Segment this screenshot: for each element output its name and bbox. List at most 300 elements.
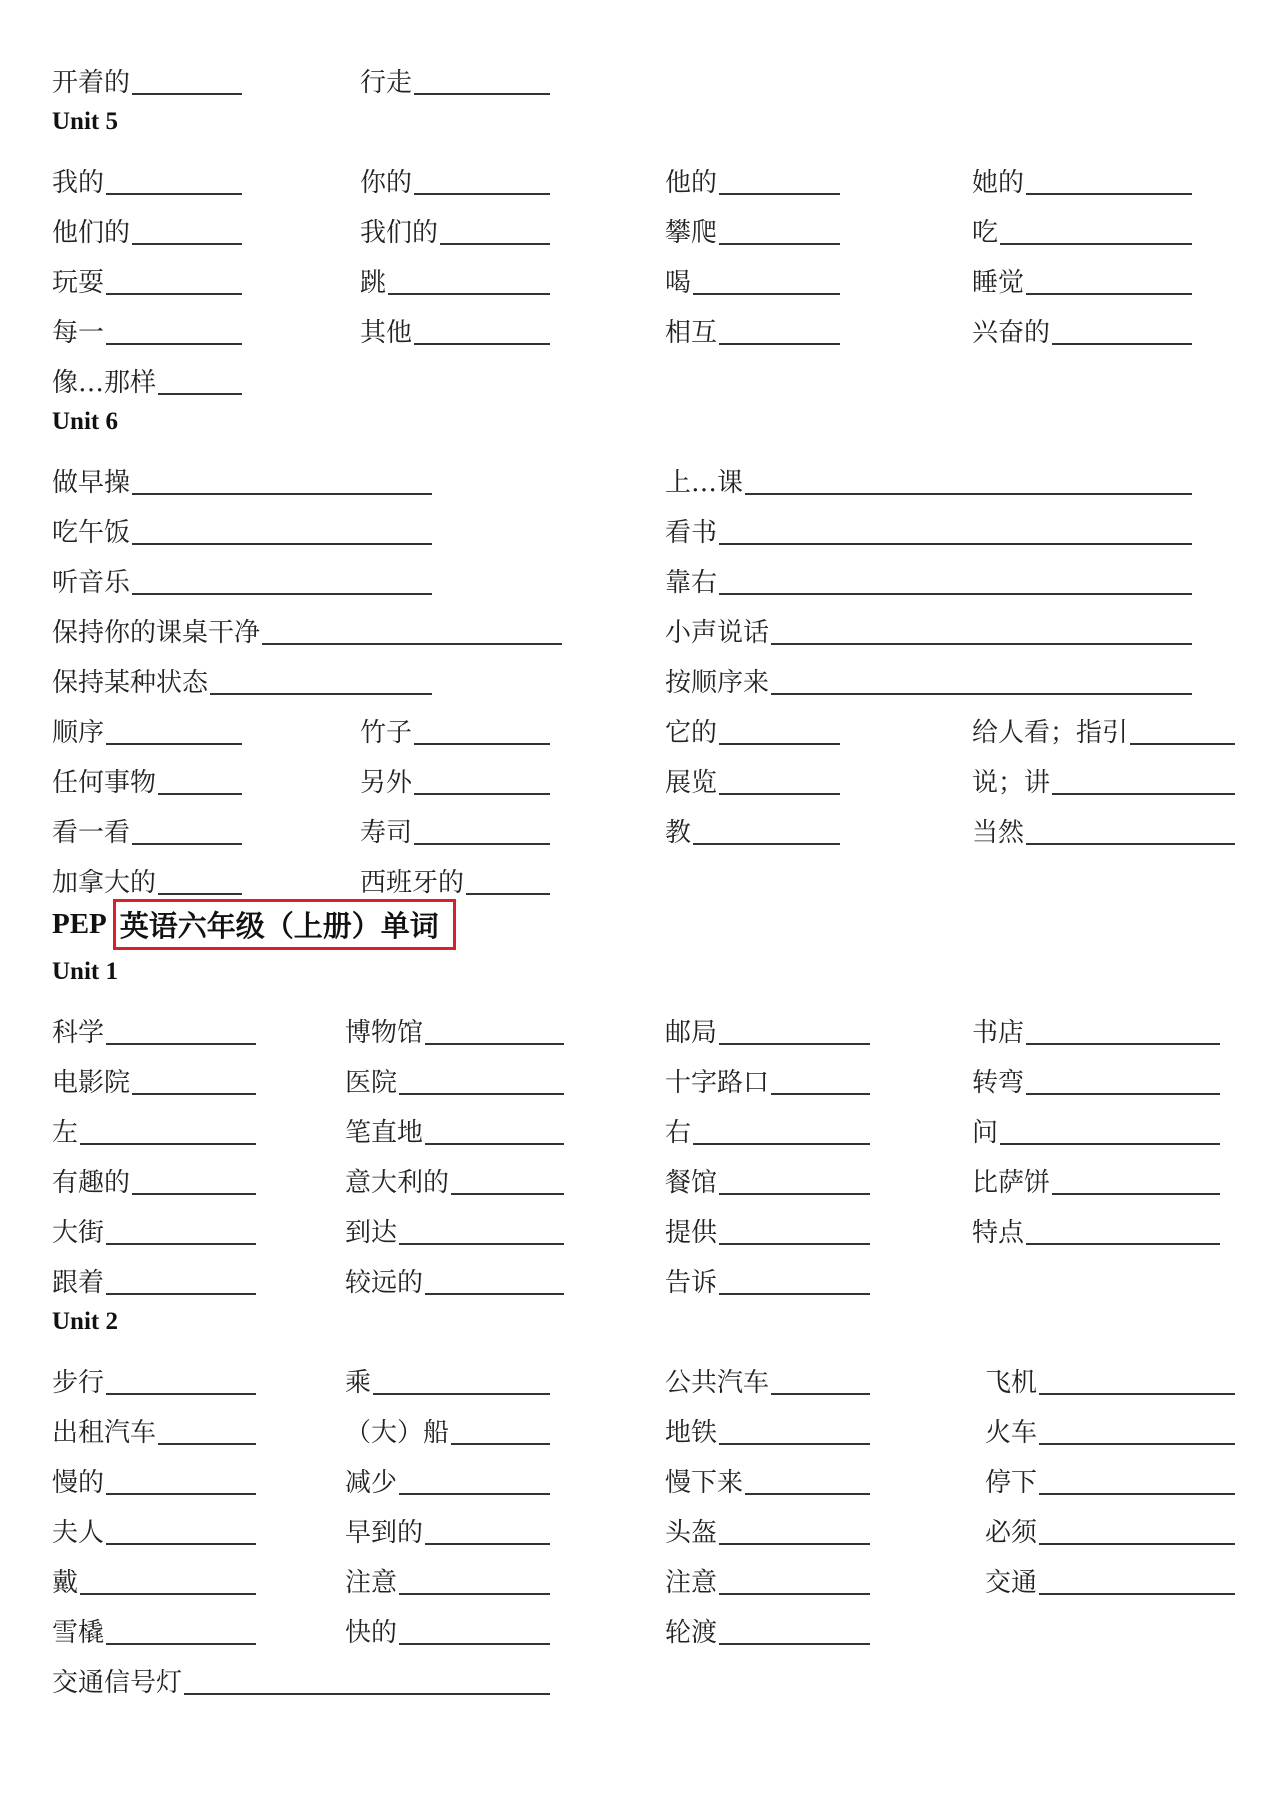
word-item [345,1148,564,1198]
word-item [665,1148,870,1198]
word-item [52,1098,256,1148]
answer-blank[interactable] [106,343,242,345]
answer-blank[interactable] [184,1693,550,1695]
answer-blank[interactable] [719,343,840,345]
word-item [345,1448,550,1498]
word-item [345,1398,550,1448]
word-item [972,1048,1220,1098]
word-item [52,1148,256,1198]
word-item [52,1248,256,1298]
answer-blank[interactable] [719,543,1192,545]
answer-blank[interactable] [106,1543,256,1545]
word-item [665,798,840,848]
answer-blank[interactable] [399,1243,564,1245]
word-label: 慢下来 [665,1468,744,1498]
word-label: 夫人 [52,1518,105,1548]
answer-blank[interactable] [132,93,242,95]
word-item [665,1598,870,1648]
unit-heading: Unit 1 [52,958,118,985]
word-item [52,48,242,98]
word-item [972,248,1192,298]
answer-blank[interactable] [1130,743,1235,745]
word-row [0,148,1280,198]
word-item [52,648,432,698]
answer-blank[interactable] [771,643,1192,645]
title-boxed-highlight: 英语六年级（上册）单词 [113,899,456,950]
word-label: 步行 [52,1368,105,1398]
word-item [665,1548,870,1598]
answer-blank[interactable] [719,1293,870,1295]
answer-blank[interactable] [771,1093,870,1095]
word-item [52,698,242,748]
answer-blank[interactable] [132,1093,256,1095]
word-item [360,698,550,748]
word-row [0,698,1280,748]
word-label: 停下 [985,1468,1038,1498]
answer-blank[interactable] [693,293,840,295]
word-item [665,148,840,198]
answer-blank[interactable] [425,1043,564,1045]
word-label: 特点 [972,1218,1025,1248]
word-label: 博物馆 [345,1018,424,1048]
answer-blank[interactable] [1052,793,1235,795]
word-label: 科学 [52,1018,105,1048]
answer-blank[interactable] [719,1593,870,1595]
answer-blank[interactable] [414,743,550,745]
word-label: 地铁 [665,1418,718,1448]
word-label: 左 [52,1118,79,1148]
word-item [52,848,242,898]
word-label: （大）船 [345,1418,450,1448]
word-label: 给人看；指引 [972,718,1129,748]
word-label: 睡觉 [972,268,1025,298]
word-label: 另外 [360,768,413,798]
word-row [0,748,1280,798]
answer-blank[interactable] [414,793,550,795]
word-label: 有趣的 [52,1168,131,1198]
answer-blank[interactable] [745,493,1192,495]
answer-blank[interactable] [132,843,242,845]
word-item [52,298,242,348]
word-item [345,1348,550,1398]
word-item [985,1498,1235,1548]
answer-blank[interactable] [1039,1543,1235,1545]
word-label: 交通信号灯 [52,1668,183,1698]
word-item [972,298,1192,348]
word-item [665,698,840,748]
word-item [972,198,1192,248]
answer-blank[interactable] [1026,1093,1220,1095]
word-label: 餐馆 [665,1168,718,1198]
word-item [52,798,242,848]
answer-blank[interactable] [1052,1193,1220,1195]
word-label: 必须 [985,1518,1038,1548]
word-item [985,1548,1235,1598]
word-row [0,648,1280,698]
word-item [52,198,242,248]
word-label: 意大利的 [345,1168,450,1198]
answer-blank[interactable] [1039,1393,1235,1395]
answer-blank[interactable] [1026,193,1192,195]
answer-blank[interactable] [1000,1143,1220,1145]
word-label: 电影院 [52,1068,131,1098]
answer-blank[interactable] [158,393,242,395]
word-label: 吃 [972,218,999,248]
word-label: 较远的 [345,1268,424,1298]
answer-blank[interactable] [719,793,840,795]
answer-blank[interactable] [158,893,242,895]
word-label: 雪橇 [52,1618,105,1648]
word-label: 十字路口 [665,1068,770,1098]
word-row [0,1248,1280,1298]
word-item [360,148,550,198]
answer-blank[interactable] [388,293,550,295]
word-item [345,1248,564,1298]
word-row [0,1198,1280,1248]
answer-blank[interactable] [1039,1443,1235,1445]
word-label: 像…那样 [52,368,157,398]
word-label: 我的 [52,168,105,198]
word-item [665,998,870,1048]
unit-heading: Unit 2 [52,1308,118,1335]
answer-blank[interactable] [425,1293,564,1295]
answer-blank[interactable] [106,1643,256,1645]
word-label: 他们的 [52,218,131,248]
word-label: 他的 [665,168,718,198]
answer-blank[interactable] [158,793,242,795]
word-item [972,1098,1220,1148]
answer-blank[interactable] [132,493,432,495]
word-row [0,1348,1280,1398]
word-item [360,248,550,298]
word-label: 慢的 [52,1468,105,1498]
answer-blank[interactable] [210,693,432,695]
word-item [665,198,840,248]
word-item [345,998,564,1048]
word-item [985,1448,1235,1498]
word-item [972,1148,1220,1198]
word-item [360,298,550,348]
word-label: 书店 [972,1018,1025,1048]
word-item [52,448,432,498]
answer-blank[interactable] [719,743,840,745]
word-label: 注意 [345,1568,398,1598]
word-row [0,1098,1280,1148]
answer-blank[interactable] [693,1143,870,1145]
word-item [360,798,550,848]
word-label: 交通 [985,1568,1038,1598]
word-item [52,1648,550,1698]
word-label: 告诉 [665,1268,718,1298]
word-row [0,1598,1280,1648]
word-row [0,198,1280,248]
unit-heading: Unit 6 [52,408,118,435]
word-row [0,48,1280,98]
word-label: 邮局 [665,1018,718,1048]
word-label: 小声说话 [665,618,770,648]
word-item [52,1448,256,1498]
answer-blank[interactable] [451,1443,550,1445]
word-item [345,1198,564,1248]
answer-blank[interactable] [719,1643,870,1645]
answer-blank[interactable] [1052,343,1192,345]
word-item [52,1348,256,1398]
word-item [665,648,1192,698]
word-row [0,348,1280,398]
answer-blank[interactable] [1026,293,1192,295]
word-item [972,998,1220,1048]
word-label: 提供 [665,1218,718,1248]
answer-blank[interactable] [132,593,432,595]
answer-blank[interactable] [745,1493,870,1495]
word-row [0,998,1280,1048]
word-item [52,348,242,398]
word-item [972,748,1235,798]
word-label: 其他 [360,318,413,348]
answer-blank[interactable] [106,293,242,295]
unit-heading: Unit 5 [52,108,118,135]
word-label: 右 [665,1118,692,1148]
answer-blank[interactable] [80,1593,256,1595]
word-row [0,1498,1280,1548]
word-item [972,698,1235,748]
word-label: 喝 [665,268,692,298]
word-label: 展览 [665,768,718,798]
word-label: 靠右 [665,568,718,598]
answer-blank[interactable] [719,193,840,195]
word-label: 寿司 [360,818,413,848]
word-label: 兴奋的 [972,318,1051,348]
answer-blank[interactable] [719,1043,870,1045]
word-item [665,1048,870,1098]
word-item [52,548,432,598]
answer-blank[interactable] [414,843,550,845]
word-item [665,448,1192,498]
answer-blank[interactable] [132,243,242,245]
word-item [345,1598,550,1648]
word-label: 转弯 [972,1068,1025,1098]
word-label: 听音乐 [52,568,131,598]
word-item [360,748,550,798]
word-label: 开着的 [52,68,131,98]
word-row [0,448,1280,498]
answer-blank[interactable] [106,1293,256,1295]
word-label: 医院 [345,1068,398,1098]
answer-blank[interactable] [466,893,550,895]
word-item [665,1098,870,1148]
word-label: 攀爬 [665,218,718,248]
word-label: 吃午饭 [52,518,131,548]
answer-blank[interactable] [80,1143,256,1145]
word-label: 上…课 [665,468,744,498]
word-item [972,1198,1220,1248]
word-label: 玩耍 [52,268,105,298]
word-item [665,1248,870,1298]
word-label: 任何事物 [52,768,157,798]
answer-blank[interactable] [132,1193,256,1195]
word-label: 快的 [345,1618,398,1648]
word-label: 跟着 [52,1268,105,1298]
answer-blank[interactable] [158,1443,256,1445]
word-item [52,148,242,198]
answer-blank[interactable] [399,1493,550,1495]
word-row [0,798,1280,848]
answer-blank[interactable] [373,1393,550,1395]
word-label: 轮渡 [665,1618,718,1648]
word-row [0,1148,1280,1198]
answer-blank[interactable] [719,1193,870,1195]
word-item [52,1548,256,1598]
word-label: 当然 [972,818,1025,848]
answer-blank[interactable] [414,93,550,95]
word-label: 顺序 [52,718,105,748]
answer-blank[interactable] [451,1193,564,1195]
answer-blank[interactable] [399,1093,564,1095]
word-item [345,1098,564,1148]
word-label: 注意 [665,1568,718,1598]
word-label: 每一 [52,318,105,348]
answer-blank[interactable] [719,1543,870,1545]
word-item [665,1448,870,1498]
word-row [0,548,1280,598]
word-label: 跳 [360,268,387,298]
answer-blank[interactable] [106,1393,256,1395]
answer-blank[interactable] [719,1243,870,1245]
word-item [52,1198,256,1248]
word-item [665,1348,870,1398]
answer-blank[interactable] [719,1443,870,1445]
word-label: 火车 [985,1418,1038,1448]
word-item [52,498,432,548]
answer-blank[interactable] [414,193,550,195]
word-label: 它的 [665,718,718,748]
word-label: 我们的 [360,218,439,248]
answer-blank[interactable] [1026,1243,1220,1245]
word-item [345,1498,550,1548]
word-item [52,748,242,798]
word-item [985,1398,1235,1448]
word-label: 戴 [52,1568,79,1598]
word-item [345,1548,550,1598]
answer-blank[interactable] [106,743,242,745]
word-row [0,498,1280,548]
answer-blank[interactable] [106,193,242,195]
word-row [0,1398,1280,1448]
word-label: 她的 [972,168,1025,198]
answer-blank[interactable] [1039,1593,1235,1595]
word-item [665,1398,870,1448]
answer-blank[interactable] [106,1493,256,1495]
answer-blank[interactable] [771,1393,870,1395]
word-label: 看书 [665,518,718,548]
word-item [665,248,840,298]
word-label: 减少 [345,1468,398,1498]
word-label: 说；讲 [972,768,1051,798]
word-label: 相互 [665,318,718,348]
word-item [665,548,1192,598]
word-label: 大街 [52,1218,105,1248]
word-item [985,1348,1235,1398]
answer-blank[interactable] [106,1043,256,1045]
answer-blank[interactable] [399,1593,550,1595]
answer-blank[interactable] [1026,1043,1220,1045]
answer-blank[interactable] [262,643,562,645]
word-label: 保持你的课桌干净 [52,618,261,648]
title-prefix: PEP [52,907,107,940]
word-label: 笔直地 [345,1118,424,1148]
answer-blank[interactable] [414,343,550,345]
word-label: 飞机 [985,1368,1038,1398]
answer-blank[interactable] [106,1243,256,1245]
section-title [52,900,456,948]
word-item [665,598,1192,648]
word-item [52,598,562,648]
word-label: 保持某种状态 [52,668,209,698]
word-label: 行走 [360,68,413,98]
answer-blank[interactable] [693,843,840,845]
word-item [665,298,840,348]
word-row [0,1448,1280,1498]
word-item [665,498,1192,548]
word-label: 做早操 [52,468,131,498]
word-item [52,1048,256,1098]
word-row [0,1548,1280,1598]
word-item [665,1198,870,1248]
word-label: 竹子 [360,718,413,748]
word-label: 头盔 [665,1518,718,1548]
answer-blank[interactable] [440,243,550,245]
word-item [345,1048,564,1098]
word-item [52,1598,256,1648]
word-label: 到达 [345,1218,398,1248]
word-item [360,198,550,248]
word-label: 你的 [360,168,413,198]
answer-blank[interactable] [1026,843,1235,845]
answer-blank[interactable] [399,1643,550,1645]
word-label: 出租汽车 [52,1418,157,1448]
answer-blank[interactable] [425,1543,550,1545]
word-row [0,298,1280,348]
word-label: 加拿大的 [52,868,157,898]
word-item [52,1398,256,1448]
word-label: 比萨饼 [972,1168,1051,1198]
answer-blank[interactable] [719,593,1192,595]
answer-blank[interactable] [1039,1493,1235,1495]
word-item [972,798,1235,848]
word-label: 公共汽车 [665,1368,770,1398]
word-label: 早到的 [345,1518,424,1548]
answer-blank[interactable] [132,543,432,545]
word-label: 西班牙的 [360,868,465,898]
word-item [52,998,256,1048]
word-item [52,1498,256,1548]
word-item [665,1498,870,1548]
word-row [0,598,1280,648]
word-label: 乘 [345,1368,372,1398]
answer-blank[interactable] [771,693,1192,695]
answer-blank[interactable] [425,1143,564,1145]
word-item [665,748,840,798]
word-label: 按顺序来 [665,668,770,698]
word-item [360,848,550,898]
word-row [0,248,1280,298]
word-item [52,248,242,298]
answer-blank[interactable] [719,243,840,245]
word-row [0,1048,1280,1098]
word-row [0,1648,1280,1698]
answer-blank[interactable] [1000,243,1192,245]
word-item [360,48,550,98]
